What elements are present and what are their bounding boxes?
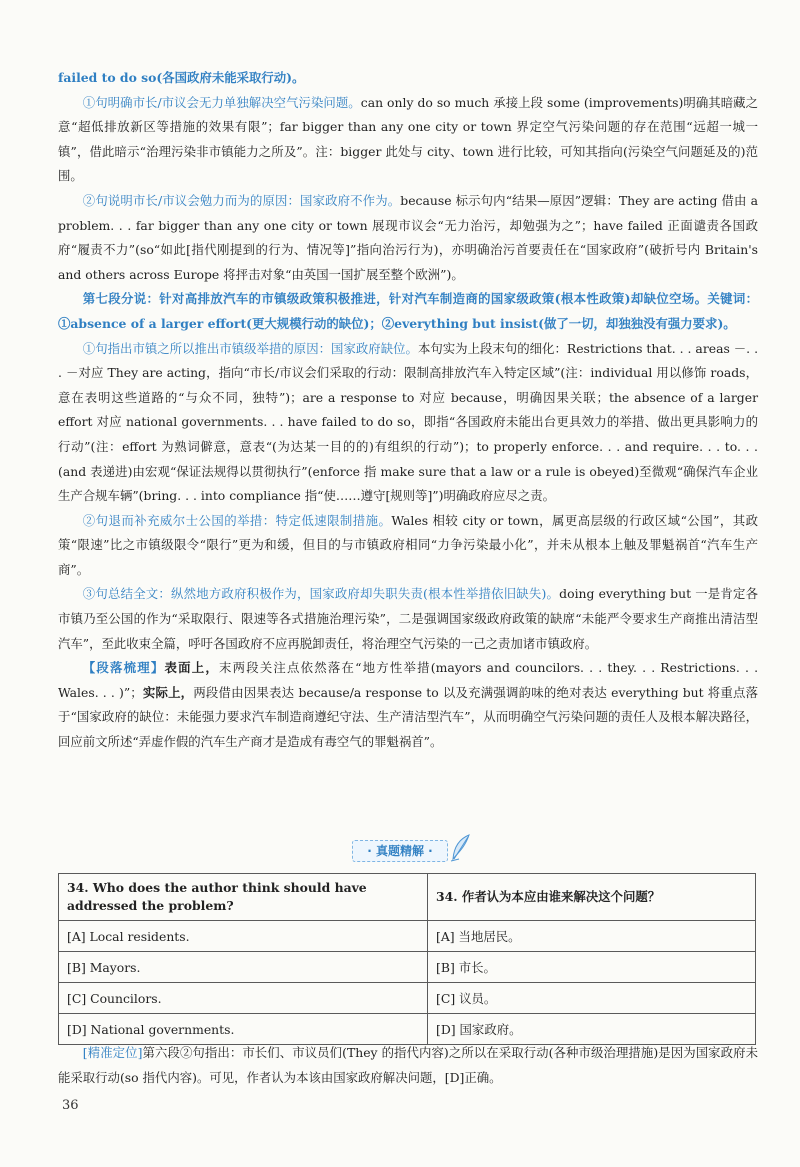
- sentence-explanation: doing everything but 一是肯定各市镇乃至公国的作为“采取限行、限速等各式措施治理污染”，二是强调国家级政府政策的缺席“未能严令要求生产商推出清洁型汽车”，至此收束全篇，呼吁各国政府不应再脱卸责任，将治理空气污染的一己之责加诸市镇政府。: [58, 586, 758, 651]
- sentence-explanation: because 标示句内“结果—原因”逻辑：They are acting 借由 a problem. . . far bigger than any one city or town 展现市议会“无力治污，却勉强为之”；have failed 正面谴责各国政府“履责不力”(so“如此[指代刚提到的行为、情况等]”指向治污行为)，亦明确治污首要责任在“国家政府”(破折号内 Britain's and others across Europe 将抨击对象“由英国一国扩展至整个欧洲”)。: [58, 192, 758, 282]
- sentence-heading: ②句退而补充威尔士公国的举措：特定低速限制措施。: [82, 512, 392, 528]
- carryover-phrase: failed to do so(各国政府未能采取行动)。: [58, 70, 305, 85]
- sentence-heading: ②句说明市长/市议会勉力而为的原因：国家政府不作为。: [82, 192, 401, 208]
- paragraph-review-label: 【段落梳理】: [82, 660, 165, 676]
- sentence-heading: ①句明确市长/市议会无力单独解决空气污染问题。: [82, 94, 361, 110]
- section-banner: [0, 840, 800, 866]
- option-en: [A] Local residents.: [59, 921, 428, 952]
- question-en: 34. Who does the author think should have addressed the problem?: [59, 874, 428, 921]
- answer-explanation: [58, 1041, 758, 1090]
- option-zh: [D] 国家政府。: [428, 1014, 756, 1045]
- answer-label: [精准定位]: [82, 1045, 143, 1060]
- option-zh: [C] 议员。: [428, 983, 756, 1014]
- section-title-text: · 真题精解 ·: [367, 844, 433, 858]
- emphasis-actual: 实际上，: [142, 684, 194, 700]
- option-row: [59, 1014, 756, 1045]
- paragraph-6: [58, 582, 758, 656]
- question-table: [58, 873, 756, 1045]
- section-summary: 第七段分说：针对高排放汽车的市镇级政策积极推进，针对汽车制造商的国家级政策(根本性政策)却缺位空场。关键词：①absence of a larger effort(更大规模行动的缺位)；②everything but insist(做了一切，却独独没有强力要求)。: [58, 291, 758, 331]
- answer-paragraph: [58, 1041, 758, 1090]
- sentence-heading: ③句总结全文：纵然地方政府积极作为，国家政府却失职失责(根本性举措依旧缺失)。: [82, 586, 560, 602]
- sentence-explanation: 本句实为上段末句的细化：Restrictions that. . . areas －. . . －对应 They are acting，指向“市长/市议会们采取的行动：限制高排放汽车入特定区域”(注：individual 用以修饰 roads，意在表明这些道路的“与众不同，独特”)；are a response to 对应 because，明确因果关联；the absence of a larger effort 对应 national governments. . . have failed to do so，即指“各国政府未能出台更具效力的举措、做出更具影响力的行动”(注：effort 为熟词僻意，意表“(为达某一目的的)有组织的行动”)；to properly enforce. . . and require. . . to. . . (and 表递进)由宏观“保证法规得以贯彻执行”(enforce 指 make sure that a law or a rule is obeyed)至微观“确保汽车企业生产合规车辆”(bring. . . into compliance 指“使……遵守[规则等]”)明确政府应尽之责。: [58, 340, 759, 504]
- question-zh: 34. 作者认为本应由谁来解决这个问题？: [428, 874, 756, 921]
- question-row: [59, 874, 756, 921]
- paragraph-2: [58, 189, 758, 287]
- paragraph-3: [58, 287, 758, 336]
- sentence-explanation: can only do so much 承接上段 some (improvements)明确其暗藏之意“超低排放新区等措施的效果有限”；far bigger than any one city or town 界定空气污染问题的存在范围“远超一城一镇”，借此暗示“治理污染非市镇能力之所及”。注：bigger 此处与 city、town 进行比较，可知其指向(污染空气问题延及的)范围。: [58, 94, 758, 184]
- option-row: [59, 952, 756, 983]
- paragraph-0: [58, 66, 758, 91]
- option-zh: [A] 当地居民。: [428, 921, 756, 952]
- option-en: [C] Councilors.: [59, 983, 428, 1014]
- review-text-2: 两段借由因果表达 because/a response to 以及充满强调韵味的绝对表达 everything but 将重点落于“国家政府的缺位：未能强力要求汽车制造商遵纪守法、生产清洁型汽车”，从而明确空气污染问题的责任人及根本解决路径，回应前文所述“弄虚作假的汽车生产商才是造成有毒空气的罪魁祸首”。: [58, 684, 759, 750]
- option-en: [D] National governments.: [59, 1014, 428, 1045]
- sentence-explanation: Wales 相较 city or town，属更高层级的行政区域“公国”，其政策“限速”比之市镇级限令“限行”更为和缓，但目的与市镇政府相同“力争污染最小化”，并未从根本上触及罪魁祸首“汽车生产商”。: [58, 512, 758, 577]
- emphasis-surface: 表面上，: [164, 660, 219, 676]
- option-row: [59, 921, 756, 952]
- answer-text: 第六段②句指出：市长们、市议员们(They 的指代内容)之所以在采取行动(各种市级治理措施)是因为国家政府未能采取行动(so 指代内容)。可见，作者认为本该由国家政府解决问题，[D]正确。: [58, 1045, 758, 1085]
- page-number: 36: [62, 1098, 79, 1113]
- analysis-text: [58, 66, 758, 755]
- paragraph-4: [58, 337, 758, 509]
- option-en: [B] Mayors.: [59, 952, 428, 983]
- option-row: [59, 983, 756, 1014]
- feather-icon: [449, 833, 473, 863]
- paragraph-7: [58, 656, 758, 754]
- sentence-heading: ①句指出市镇之所以推出市镇级举措的原因：国家政府缺位。: [82, 340, 418, 356]
- paragraph-1: [58, 91, 758, 189]
- paragraph-5: [58, 509, 758, 583]
- section-title: [352, 840, 447, 862]
- option-zh: [B] 市长。: [428, 952, 756, 983]
- review-text-1: 末两段关注点依然落在“地方性举措(mayors and councilors. . . they. . . Restrictions. . . Wales. . . )”；: [58, 660, 759, 700]
